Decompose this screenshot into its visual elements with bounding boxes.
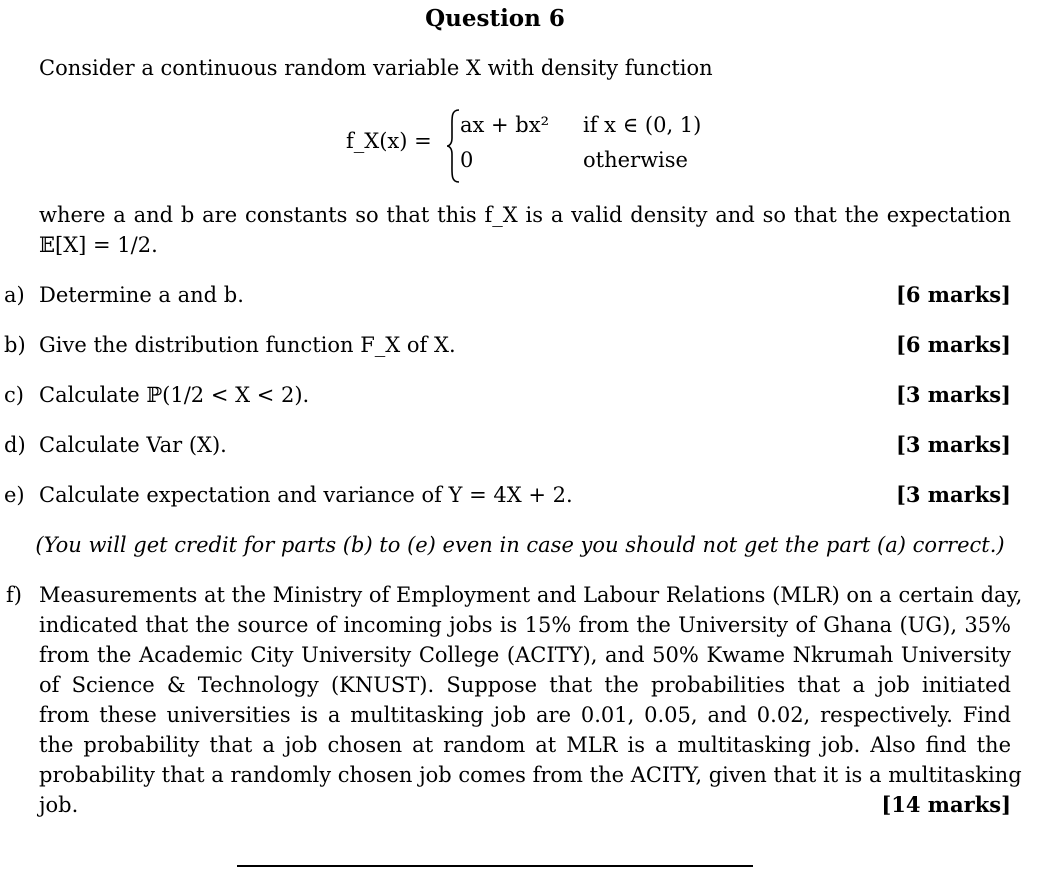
part-label: d)	[4, 433, 26, 457]
credit-note: (You will get credit for parts (b) to (e) even in case you should not get the part (a) correct.)	[35, 533, 1005, 557]
part-marks: [3 marks]	[895, 482, 1011, 507]
where-line-2: 𝔼[X] = 1/2.	[39, 233, 158, 257]
part-f-marks: [14 marks]	[881, 792, 1011, 817]
left-brace	[446, 108, 460, 184]
part-a	[0, 280, 1011, 310]
part-text: Calculate Var (X).	[39, 433, 227, 457]
case1-condition: if x ∈ (0, 1)	[583, 113, 702, 137]
paragraph-line: job.	[39, 793, 79, 817]
part-text: Give the distribution function F_X of X.	[39, 333, 456, 357]
case2-expression: 0	[460, 148, 474, 172]
part-marks: [6 marks]	[895, 282, 1011, 307]
part-label: e)	[4, 483, 25, 507]
part-marks: [3 marks]	[895, 382, 1011, 407]
part-label: a)	[4, 283, 25, 307]
case1-expression: ax + bx²	[460, 113, 550, 137]
part-f-paragraph	[39, 580, 1023, 820]
paragraph-line: probability that a randomly chosen job comes from the ACITY, given that it is a multitasking	[39, 763, 1022, 787]
where-line-1: where a and b are constants so that this f_X is a valid density and so that the expectation	[39, 203, 1011, 227]
part-label: c)	[4, 383, 24, 407]
part-d	[0, 430, 1011, 460]
paragraph-line: the probability that a job chosen at random at MLR is a multitasking job. Also find the	[39, 733, 1011, 757]
paragraph-line: from the Academic City University College (ACITY), and 50% Kwame Nkrumah University	[39, 643, 1011, 667]
paragraph-line: from these universities is a multitasking job are 0.01, 0.05, and 0.02, respectively. Find	[39, 703, 1011, 727]
case2-condition: otherwise	[583, 148, 688, 172]
part-text: Calculate expectation and variance of Y = 4X + 2.	[39, 483, 573, 507]
part-b	[0, 330, 1011, 360]
paragraph-line: Measurements at the Ministry of Employment and Labour Relations (MLR) on a certain day,	[39, 583, 1023, 607]
paragraph-line: of Science & Technology (KNUST). Suppose that the probabilities that a job initiated	[39, 673, 1011, 697]
question-title: Question 6	[425, 5, 565, 32]
part-text: Determine a and b.	[39, 283, 244, 307]
bottom-rule	[237, 865, 753, 867]
intro-text: Consider a continuous random variable X with density function	[39, 56, 713, 80]
part-marks: [6 marks]	[895, 332, 1011, 357]
part-marks: [3 marks]	[895, 432, 1011, 457]
part-text: Calculate ℙ(1/2 < X < 2).	[39, 383, 310, 407]
part-e	[0, 480, 1011, 510]
equation-lhs: f_X(x) =	[346, 129, 432, 153]
paragraph-line: indicated that the source of incoming jobs is 15% from the University of Ghana (UG), 35%	[39, 613, 1011, 637]
part-f-label: f)	[6, 583, 22, 607]
part-c	[0, 380, 1011, 410]
part-label: b)	[4, 333, 26, 357]
